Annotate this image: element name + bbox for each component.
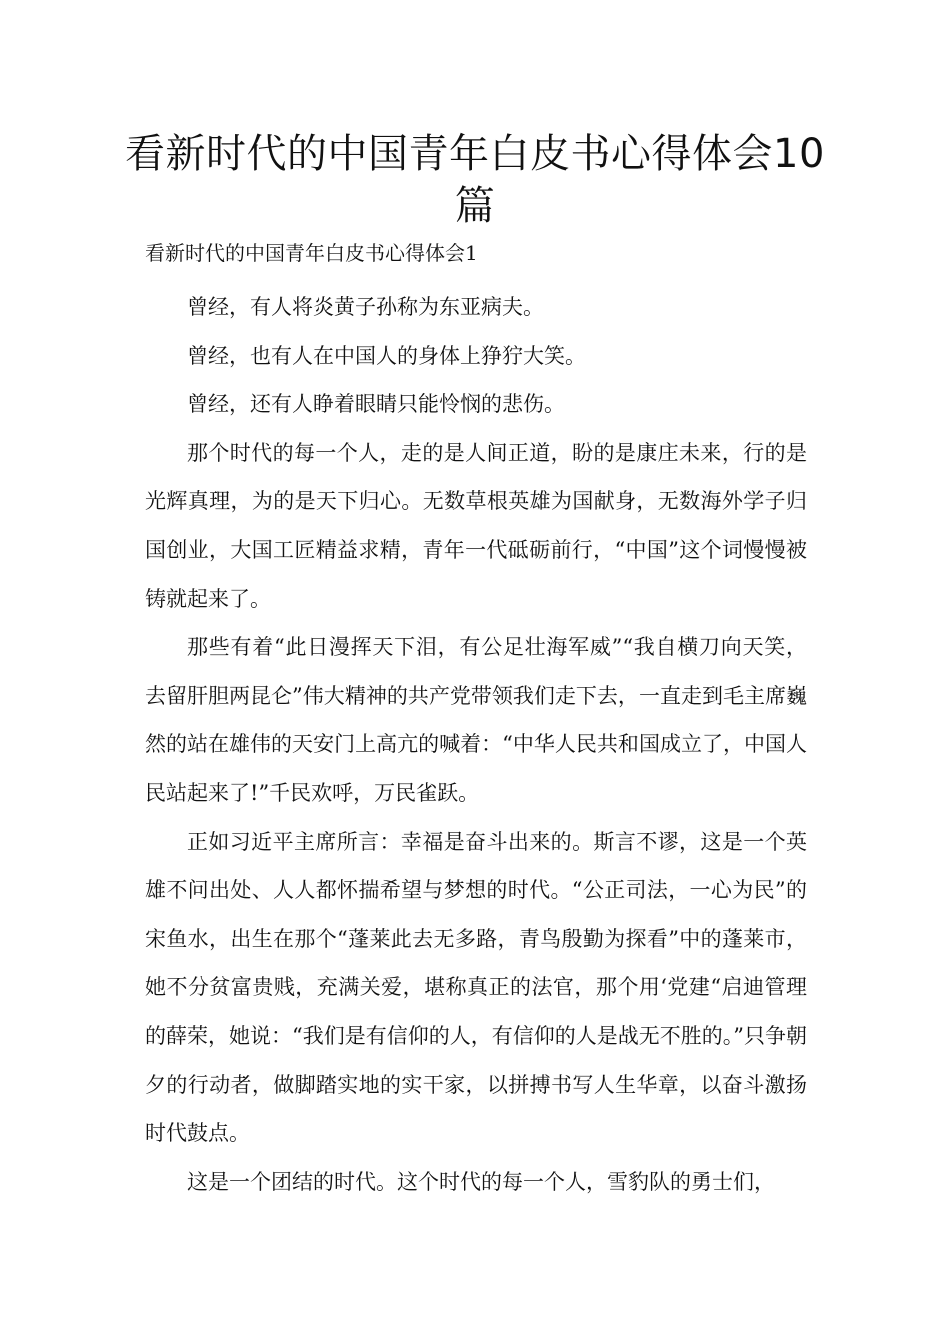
paragraph: 正如习近平主席所言：幸福是奋斗出来的。斯言不谬，这是一个英雄不问出处、人人都怀揣希望与梦想的时代。“公正司法，一心为民”的宋鱼水，出生在那个“蓬莱此去无多路，青鸟殷勤为探看”中的蓬莱市，她不分贫富贵贱，充满关爱，堪称真正的法官，那个用‘党建“启迪管理的薛荣，她说：“我们是有信仰的人，有信仰的人是战无不胜的。”只争朝夕的行动者，做脚踏实地的实干家，以拼搏书写人生华章，以奋斗激扬时代鼓点。 (145, 829, 807, 1146)
paragraph: 那些有着“此日漫挥天下泪，有公足壮海军威”“我自横刀向天笑，去留肝胆两昆仑”伟大精神的共产党带领我们走下去，一直走到毛主席巍然的站在雄伟的天安门上高亢的喊着：“中华人民共和国成立了，中国人民站起来了!”千民欢呼，万民雀跃。 (145, 635, 807, 805)
paragraph: 这是一个团结的时代。这个时代的每一个人，雪豹队的勇士们， (187, 1169, 775, 1194)
paragraph: 曾经，有人将炎黄子孙称为东亚病夫。 (187, 295, 544, 319)
paragraph: 那个时代的每一个人，走的是人间正道，盼的是康庄未来，行的是光辉真理，为的是天下归心。无数草根英雄为国献身，无数海外学子归国创业，大国工匠精益求精，青年一代砥砺前行，“中国”这个词慢慢被铸就起来了。 (145, 440, 807, 611)
paragraph: 曾经，也有人在中国人的身体上狰狞大笑。 (187, 343, 586, 368)
document-body (145, 283, 807, 1206)
document-title: 看新时代的中国青年白皮书心得体会10篇 (125, 131, 825, 229)
section-heading: 看新时代的中国青年白皮书心得体会1 (145, 241, 478, 265)
paragraph: 曾经，还有人睁着眼睛只能怜悯的悲伤。 (187, 392, 565, 417)
